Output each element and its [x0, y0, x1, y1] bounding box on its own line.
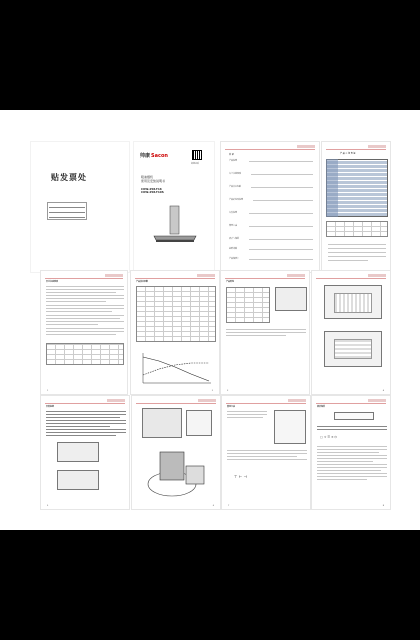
manual-page-cleaning: 清洁保养 ▢ ☼ ☰ ✕ ⏻ 8 — [311, 395, 391, 510]
bracket-icons: ⊤ ⊢ ⊣ — [234, 474, 247, 479]
contents-entry: 产品技术参数 — [229, 186, 242, 188]
control-button-icons: ▢ ☼ ☰ ✕ ⏻ — [320, 435, 337, 439]
accessory-figure — [275, 287, 307, 311]
spec-table — [46, 343, 124, 365]
cover-page — [133, 141, 215, 273]
section-heading: 产品技术参数 — [136, 281, 149, 283]
manual-page-install-text: 安装说明 5 — [40, 395, 130, 510]
contents-entry: 清洁与保养 — [229, 238, 240, 240]
warranty-heading: 产 品 三 包 凭 证 — [340, 153, 356, 155]
contents-entry: 故障排除 — [229, 248, 238, 250]
invoice-stamp-title: 贴发票处 — [51, 173, 87, 182]
contents-entry: 安全注意事项 — [229, 173, 242, 175]
section-heading: 安装说明 — [46, 406, 55, 408]
manual-page-safety: 安全注意事项 1 — [40, 270, 128, 395]
manual-spread — [0, 110, 420, 530]
contents-heading: 目 录 — [229, 154, 234, 156]
invoice-page — [30, 141, 130, 273]
exploded-view-figure — [142, 446, 212, 504]
section-heading: 安全注意事项 — [46, 281, 59, 283]
range-hood-illustration — [152, 204, 198, 250]
contents-page — [220, 141, 320, 273]
install-diagram — [57, 470, 99, 490]
warranty-page — [321, 141, 391, 273]
duct-figure — [186, 410, 212, 436]
control-panel-figure — [334, 412, 374, 420]
parts-table — [226, 287, 270, 323]
qr-caption: 扫码查看 — [191, 163, 200, 165]
hood-parts-figure — [142, 408, 182, 438]
contents-entry: 产品保修卡 — [229, 258, 240, 260]
contents-entry: 产品结构及说明 — [229, 199, 244, 201]
qr-code-icon — [192, 150, 202, 160]
section-heading: 使用方法 — [227, 406, 236, 408]
manual-page-parts: 产品结构 3 — [220, 270, 310, 395]
manual-page-usage: 使用方法 ⊤ ⊢ ⊣ 7 — [221, 395, 311, 510]
repair-record-table — [326, 221, 388, 237]
doc-title: 吸油烟机 使用及安装说明书 — [141, 175, 166, 183]
section-heading: 产品结构 — [226, 281, 235, 283]
airflow-curve-figure — [139, 351, 213, 387]
manual-page-install-figures: 4 — [311, 270, 391, 395]
parameter-table — [136, 286, 216, 342]
manual-page-specs: 产品技术参数 2 — [130, 270, 220, 395]
manual-page-assembly: 6 — [131, 395, 221, 510]
contents-entry: 使用方法 — [229, 225, 238, 227]
contents-entry: 安装说明 — [229, 212, 238, 214]
brand-logo: 帅康Sacon — [140, 153, 168, 159]
section-heading: 清洁保养 — [317, 406, 326, 408]
install-diagram — [57, 442, 99, 462]
contents-entry: 产品说明 — [229, 160, 238, 162]
model-list: CXW-258-T16 CXW-258-T10S — [141, 187, 164, 195]
mounting-figure — [274, 410, 306, 444]
